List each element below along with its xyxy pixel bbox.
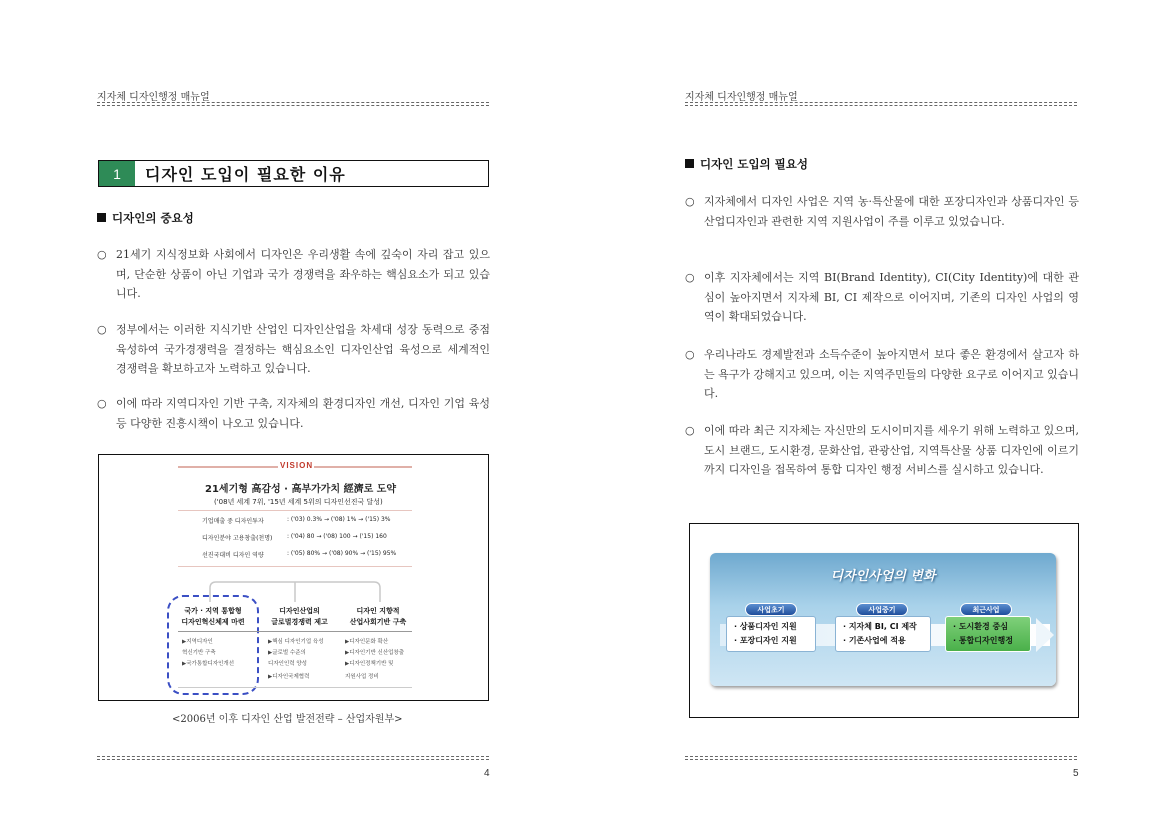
running-header: 지자체 디자인행정 매뉴얼 [97,92,210,103]
running-header: 지자체 디자인행정 매뉴얼 [685,92,798,103]
page-number: 4 [484,768,490,779]
circle-bullet-icon: ○ [685,195,695,208]
paragraph [97,394,490,433]
paragraph-text: 이에 따라 최근 지자체는 자신만의 도시이미지를 세우기 위해 노력하고 있으며, 도시 브랜드, 도시환경, 문화산업, 관광산업, 지역특산물 상품 디자인에 이르기까지 디자인을 접목하여 통합 디자인 행정 서비스를 실시하고 있습니다. [704,424,1079,476]
divider [178,631,412,632]
vision-label: VISION [280,461,314,470]
strategy-item: ▶핵심 디자인기업 육성 [268,639,324,645]
strategy-column-head: 디자인산업의 글로벌경쟁력 제고 [271,607,328,626]
paragraph-text: 지자체에서 디자인 사업은 지역 농·특산물에 대한 포장디자인과 상품디자인 등 산업디자인과 관련한 지역 지원사업이 주를 이루고 있었습니다. [704,195,1079,228]
stage-label: 사업초기 [745,603,797,616]
metric-value: : ('03) 0.3% → ('08) 1% → ('15) 3% [287,516,391,523]
circle-bullet-icon: ○ [685,424,695,437]
figure-caption: <2006년 이후 디자인 산업 발전전략 – 산업자원부> [172,714,403,725]
footer-rule [97,756,489,760]
paragraph [685,268,1079,327]
strategy-item: ▶디자인기반 신산업창출 [345,650,405,656]
divider [178,510,412,511]
strategy-item: ▶디자인문화 확산 [345,639,389,645]
strategy-item: ▶디자인정책기반 및 [345,661,394,667]
strategy-item: ▶국가통합디자인개선 [182,661,235,667]
paragraph-text: 이후 지자체에서는 지역 BI(Brand Identity), CI(City Identity)에 대한 관심이 높아지면서 지자체 BI, CI 제작으로 이어지며, 기존의 디자인 사업의 영역이 확대되었습니다. [704,271,1079,323]
circle-bullet-icon: ○ [97,323,107,336]
strategy-item: ▶지역디자인 [182,639,213,645]
metric-label: 디자인분야 고용창출(천명) [202,535,273,542]
header-rule [97,102,489,106]
figure-subhead: ('08년 세계 7위, '15년 세계 5위의 디자인선진국 달성) [214,498,383,506]
footer-rule [685,756,1077,760]
paragraph-text: 이에 따라 지역디자인 기반 구축, 지자체의 환경디자인 개선, 디자인 기업 육성 등 다양한 진흥시책이 나오고 있습니다. [116,397,490,430]
stage-item: · 기존사업에 적용 [843,636,906,645]
figure-headline: 21세기형 高감성 · 高부가가치 經濟로 도약 [205,484,397,495]
paragraph [685,192,1079,231]
section-title: 디자인의 중요성 [112,211,194,225]
stage-box [726,616,816,652]
stage-item: · 도시환경 중심 [953,622,1008,631]
metric-label: 기업매출 중 디자인투자 [202,518,264,525]
change-figure-title: 디자인사업의 변화 [830,569,936,584]
metric-value: : ('05) 80% → ('08) 90% → ('15) 95% [287,550,397,557]
arrow-head-icon [1036,618,1054,652]
section-title: 디자인 도입의 필요성 [700,157,808,171]
chapter-number: 1 [99,161,135,186]
stage-box-recent [945,616,1031,652]
square-bullet-icon [685,159,694,168]
circle-bullet-icon: ○ [97,248,107,261]
strategy-item: ▶디자인국제협력 [268,674,310,680]
paragraph-text: 21세기 지식정보화 사회에서 디자인은 우리생활 속에 깊숙이 자리 잡고 있으며, 단순한 상품이 아닌 기업과 국가 경쟁력을 좌우하는 핵심요소가 되고 있습니다. [116,248,490,300]
stage-label: 사업중기 [856,603,908,616]
section-heading [97,210,194,226]
stage-label: 최근사업 [960,603,1012,616]
strategy-item: 혁신기반 구축 [182,650,216,656]
stage-item: · 지자체 BI, CI 제작 [843,622,917,631]
divider [178,566,412,567]
metric-value: : ('04) 80 → ('08) 100 → ('15) 160 [287,533,387,540]
vision-line [178,466,278,468]
strategy-item: ▶글로벌 수준의 [268,650,306,656]
strategy-column-head: 디자인 지향적 산업사회기반 구축 [349,607,407,626]
square-bullet-icon [97,213,106,222]
stage-item: · 통합디자인행정 [953,636,1013,645]
metric-label: 선진국대비 디자인 역량 [202,552,264,559]
paragraph-text: 정부에서는 이러한 지식기반 산업인 디자인산업을 차세대 성장 동력으로 중점 육성하여 국가경쟁력을 결정하는 핵심요소인 디자인산업 육성으로 세계적인 경쟁력을 확보하고자 노력하고 있습니다. [116,323,490,375]
divider [178,687,412,688]
circle-bullet-icon: ○ [685,271,695,284]
stage-box [835,616,931,652]
strategy-item: 디자인인력 양성 [268,661,307,667]
paragraph [97,245,490,304]
paragraph [685,345,1079,404]
circle-bullet-icon: ○ [97,397,107,410]
stage-item: · 포장디자인 지원 [734,636,797,645]
section-heading [685,156,808,172]
page-number: 5 [1073,768,1079,779]
paragraph [685,421,1079,480]
chapter-heading [98,160,489,187]
chapter-title: 디자인 도입이 필요한 이유 [145,165,346,184]
paragraph-text: 우리나라도 경제발전과 소득수준이 높아지면서 보다 좋은 환경에서 살고자 하는 욕구가 강해지고 있으며, 이는 지역주민들의 다양한 요구로 이어지고 있습니다. [704,348,1079,400]
strategy-column-head: 국가 · 지역 통합형 디자인혁신체제 마련 [181,607,245,626]
strategy-item: 지원사업 정비 [345,674,379,680]
paragraph [97,320,490,379]
circle-bullet-icon: ○ [685,348,695,361]
stage-item: · 상품디자인 지원 [734,622,797,631]
header-rule [685,102,1077,106]
vision-line [314,466,412,468]
